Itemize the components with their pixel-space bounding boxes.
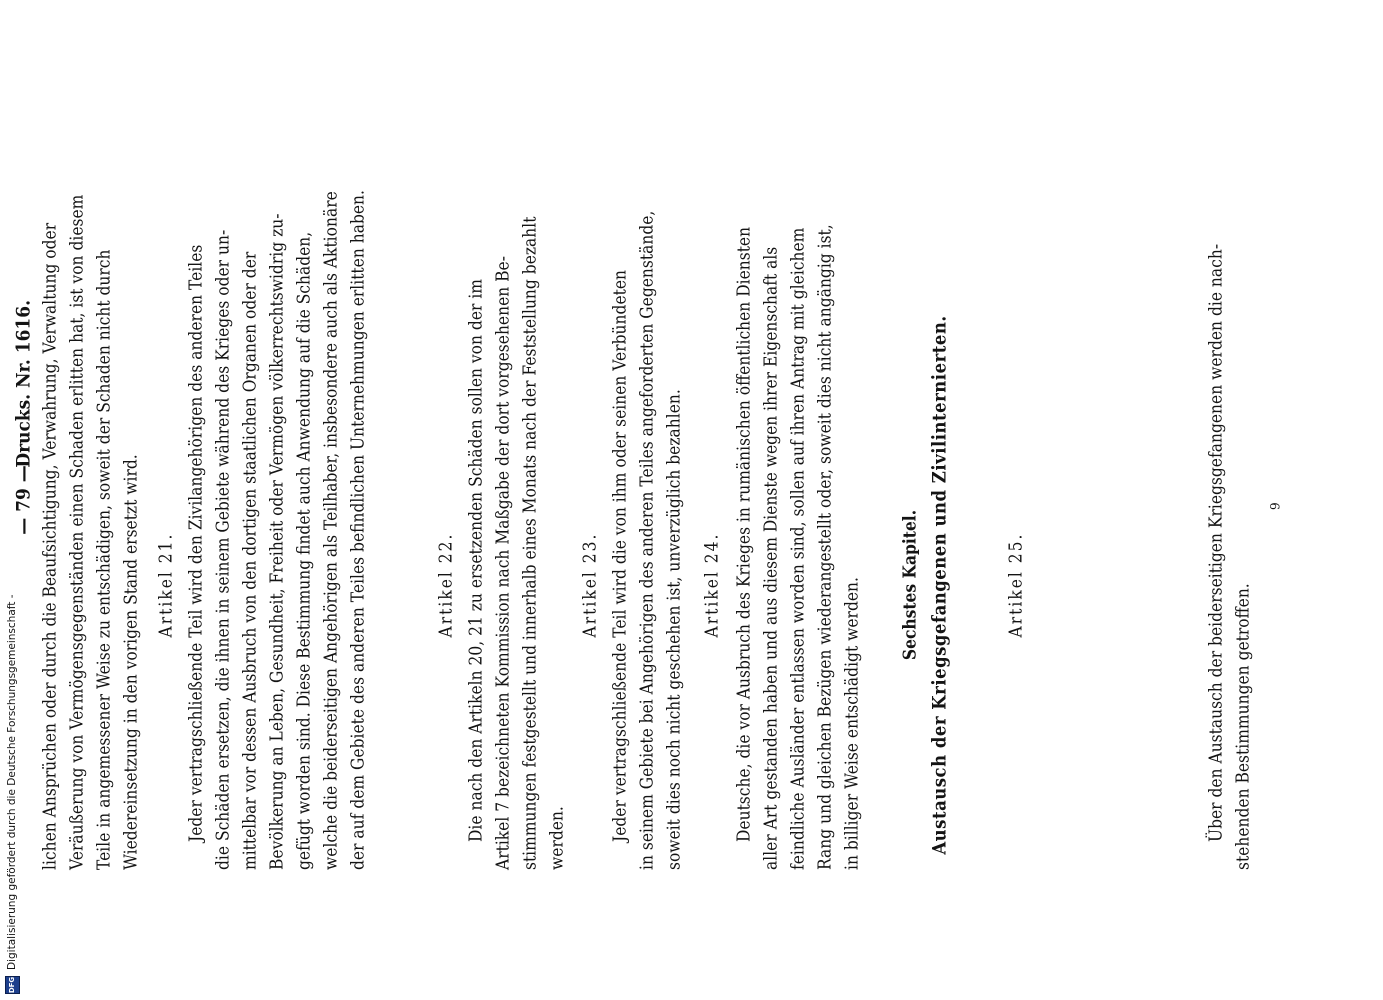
chapter-subtitle: Austausch der Kriegsgefangenen und Zivilinternierten. <box>928 315 951 855</box>
text-line: der auf dem Gebiete des anderen Teiles befindlichen Unternehmungen erlitten haben. <box>347 190 369 870</box>
text-line: in seinem Gebiete bei Angehörigen des anderen Teiles angeforderten Gegenstände, <box>636 210 658 870</box>
text-line: Deutsche, die vor Ausbruch des Krieges in rumänischen öffentlichen Diensten <box>733 226 755 842</box>
text-line: Die nach den Artikeln 20, 21 zu ersetzenden Schäden sollen von der im <box>465 279 487 842</box>
article-title: Artikel 21. <box>155 532 177 638</box>
digitization-note <box>2 0 22 1000</box>
text-line: Jeder vertragschließende Teil wird die von ihm oder seinen Verbündeten <box>609 269 631 842</box>
text-line: aller Art gestanden haben und aus diesem Dienste wegen ihrer Eigenschaft als <box>760 246 782 870</box>
text-line: welche die beiderseitigen Angehörigen als Teilhaber, insbesondere auch als Aktionäre <box>320 191 342 870</box>
text-line: Artikel 7 bezeichneten Kommission nach Maßgabe der dort vorgesehenen Be- <box>492 256 514 870</box>
article-title: Artikel 22. <box>435 532 457 638</box>
text-line: mittelbar vor dessen Ausbruch von den dortigen staatlichen Organen oder der <box>239 251 261 870</box>
signature-mark: 9 <box>1267 502 1283 510</box>
text-line: Teile in angemessener Weise zu entschädigen, soweit der Schaden nicht durch <box>93 249 115 870</box>
text-line: die Schäden ersetzen, die ihnen in seinem Gebiete während des Krieges oder un- <box>212 229 234 870</box>
text-line: soweit dies noch nicht geschehen ist, unverzüglich bezahlen. <box>663 389 685 870</box>
article-title: Artikel 23. <box>579 532 601 638</box>
text-line: Wiedereinsetzung in den vorigen Stand ersetzt wird. <box>120 454 142 870</box>
article-title: Artikel 24. <box>701 532 723 638</box>
text-line: Veräußerung von Vermögensgegenständen einen Schaden erlitten hat, ist von diesem <box>66 194 88 870</box>
text-line: gefügt worden sind. Diese Bestimmung findet auch Anwendung auf die Schäden, <box>293 231 315 870</box>
article-title: Artikel 25. <box>1005 532 1027 638</box>
dfg-logo-icon: DFG <box>5 976 20 994</box>
text-line: feindliche Ausländer entlassen worden sind, sollen auf ihren Antrag mit gleichem <box>787 227 809 870</box>
text-line: stimmungen festgestellt und innerhalb eines Monats nach der Feststellung bezahlt <box>519 216 541 870</box>
text-line: in billiger Weise entschädigt werden. <box>841 577 863 870</box>
digitization-note-text: Digitalisierung gefördert durch die Deutsche Forschungsgemeinschaft - <box>6 594 18 970</box>
running-head: Drucks. Nr. 1616. <box>12 300 36 468</box>
text-line: Über den Austausch der beiderseitigen Kriegsgefangenen werden die nach- <box>1205 243 1227 842</box>
text-line: Jeder vertragschließende Teil wird den Zivilangehörigen des anderen Teiles <box>185 244 207 842</box>
text-line: Bevölkerung an Leben, Gesundheit, Freiheit oder Vermögen völkerrechtswidrig zu- <box>266 213 288 870</box>
text-line: werden. <box>546 806 568 870</box>
page-number: — 79 — <box>12 465 36 535</box>
text-line: stehenden Bestimmungen getroffen. <box>1232 583 1254 870</box>
text-line: lichen Ansprüchen oder durch die Beaufsichtigung, Verwahrung, Verwaltung oder <box>39 222 61 870</box>
text-line: Rang und gleichen Bezügen wiederangestellt oder, soweit dies nicht angängig ist, <box>814 224 836 870</box>
chapter-title: Sechstes Kapitel. <box>898 509 921 661</box>
